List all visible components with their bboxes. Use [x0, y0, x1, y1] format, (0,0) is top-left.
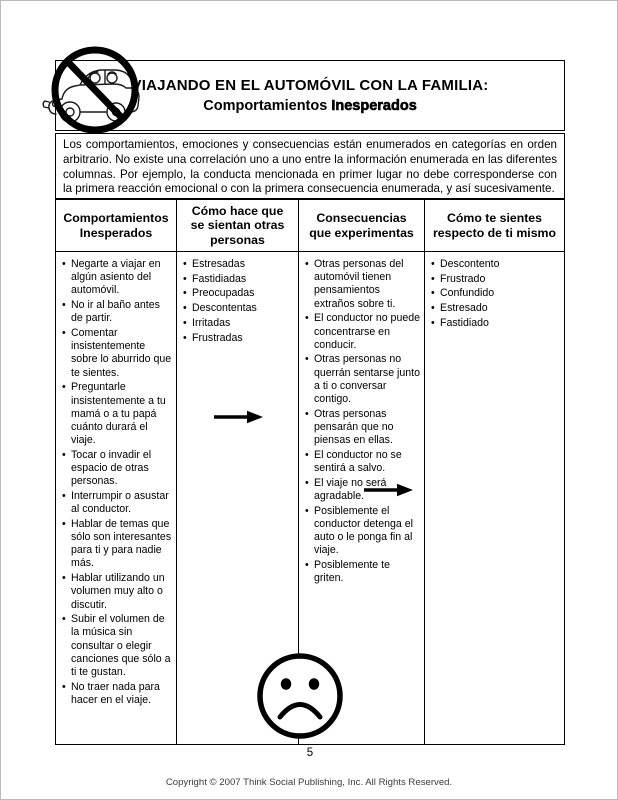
list-item: • No ir al baño antes de partir.: [62, 299, 173, 325]
list-item: • Negarte a viajar en algún asiento del automóvil.: [62, 258, 173, 298]
consequences-list: [305, 258, 421, 585]
list-item: • Fastidiado: [431, 317, 561, 330]
list-item: • Estresado: [431, 302, 561, 315]
list-item: • Comentar insistentemente sobre lo aburrido que te sientes.: [62, 327, 173, 380]
page-subtitle: [203, 98, 417, 114]
list-item: • Subir el volumen de la música sin consultar o elegir canciones que sólo a ti te gustan.: [62, 613, 173, 679]
prohibited-car-with-family-icon: [42, 44, 144, 142]
list-item: • Hablar utilizando un volumen muy alto o discutir.: [62, 572, 173, 612]
column-como-te-sientes: [425, 200, 564, 744]
feelings-others-list: [183, 258, 295, 345]
right-arrow-icon: [213, 410, 263, 424]
column-body: [425, 252, 564, 744]
column-comportamientos-inesperados: [56, 200, 177, 744]
list-item: • Posiblemente te griten.: [305, 559, 421, 585]
sad-face-icon: [254, 650, 346, 742]
list-item: • Descontento: [431, 258, 561, 271]
page-title: VIAJANDO EN EL AUTOMÓVIL CON LA FAMILIA:: [131, 77, 489, 94]
list-item: • El conductor no se sentirá a salvo.: [305, 449, 421, 475]
copyright-text: Copyright © 2007 Think Social Publishing, Inc. All Rights Reserved.: [165, 777, 453, 788]
list-item: • Interrumpir o asustar al conductor.: [62, 490, 173, 516]
list-item: • Irritadas: [183, 317, 295, 330]
column-header: Consecuencias que experimentas: [299, 200, 424, 252]
list-item: • Hablar de temas que sólo son interesantes para ti y para nadie más.: [62, 518, 173, 571]
intro-paragraph: Los comportamientos, emociones y consecuencias están enumerados en categorías en orden arbitrario. No existe una correlación uno a uno entre la información enumerada en las diferentes columnas. Por ejemplo, la conducta mencionada en primer lugar no debe corresponderse con la primera reacción emocional o con la primera consecuencia enumerada, y así sucesivamente.: [55, 133, 565, 199]
list-item: • Fastidiadas: [183, 273, 295, 286]
list-item: • Tocar o invadir el espacio de otras personas.: [62, 449, 173, 489]
subtitle-regular: Comportamientos: [203, 98, 328, 114]
list-item: • Estresadas: [183, 258, 295, 271]
list-item: • Descontentas: [183, 302, 295, 315]
behavior-table: [55, 199, 565, 745]
list-item: • Otras personas no querrán sentarse junto a ti o conversar contigo.: [305, 353, 421, 406]
subtitle-bold: Inesperados: [331, 98, 417, 114]
list-item: • Otras personas del automóvil tienen pensamientos extraños sobre ti.: [305, 258, 421, 311]
column-header: Cómo hace que se sientan otras personas: [177, 200, 298, 252]
list-item: • Frustradas: [183, 332, 295, 345]
list-item: • Frustrado: [431, 273, 561, 286]
list-item: • Preocupadas: [183, 287, 295, 300]
list-item: • El conductor no puede concentrarse en conducir.: [305, 312, 421, 352]
column-header: Cómo te sientes respecto de ti mismo: [425, 200, 564, 252]
column-header: Comportamientos Inesperados: [56, 200, 176, 252]
list-item: • Confundido: [431, 287, 561, 300]
column-body: [56, 252, 176, 744]
behaviors-list: [62, 258, 173, 707]
list-item: • El viaje no será agradable.: [305, 477, 421, 503]
page-number: 5: [306, 747, 314, 759]
self-feelings-list: [431, 258, 561, 330]
list-item: • Preguntarle insistentemente a tu mamá o a tu papá cuánto durará el viaje.: [62, 381, 173, 447]
right-arrow-icon: [363, 483, 413, 497]
list-item: • No traer nada para hacer en el viaje.: [62, 681, 173, 707]
list-item: • Posiblemente el conductor detenga el auto o le ponga fin al viaje.: [305, 505, 421, 558]
list-item: • Otras personas pensarán que no piensas en ellas.: [305, 408, 421, 448]
